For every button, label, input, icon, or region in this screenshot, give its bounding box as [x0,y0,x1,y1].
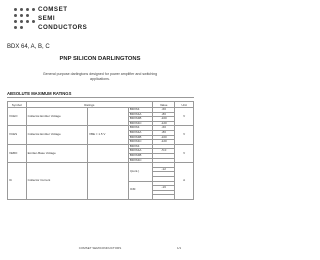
type-cell: I(cont.) [128,163,152,181]
value-cell: -5.0 [153,149,175,154]
value-cell: -80 [153,130,175,135]
condition-cell [87,144,128,162]
value-cell: -80 [153,112,175,117]
symbol-cell: VEBO [8,144,27,162]
logo-dots-icon [14,7,36,33]
value-cell: -60 [153,126,175,131]
part-cell: BDX64A [128,130,152,135]
value-cell: -16 [153,186,175,191]
part-cell: BDX64C [128,121,152,126]
symbol-cell: VCES [8,126,27,144]
part-cell: BDX64A [128,149,152,154]
parameter-cell: Collector-Emitter Voltage [26,108,87,126]
part-cell: BDX64C [128,140,152,145]
value-cell: -120 [153,121,175,126]
condition-cell [87,163,128,200]
logo-text-line-2: SEMI [38,15,56,22]
part-cell: BDX64 [128,144,152,149]
parameter-cell: Collector-Emitter Voltage [26,126,87,144]
header-unit: Unit [175,102,194,108]
part-number: BDX 64, A, B, C [7,44,50,50]
logo-text-line-1: COMSET [38,6,68,13]
page-number: 1/1 [177,246,182,250]
value-cell [153,195,175,200]
section-divider [7,97,194,98]
unit-cell: V [175,126,194,144]
parameter-cell: Emitter-Base Voltage [26,144,87,162]
document-title: PNP SILICON DARLINGTONS [59,56,141,62]
section-title: ABSOLUTE MAXIMUM RATINGS [7,91,72,96]
company-logo [14,6,94,34]
footer-text: COMSET SEMICONDUCTORS [78,246,122,250]
part-cell: BDX64 [128,108,152,113]
part-cell: BDX64C [128,158,152,163]
value-cell: -100 [153,117,175,122]
symbol-cell: VCEO [8,108,27,126]
value-cell: -100 [153,135,175,140]
unit-cell: A [175,163,194,200]
symbol-cell: IC [8,163,27,200]
part-cell: BDX64 [128,126,152,131]
unit-cell: V [175,108,194,126]
header-ratings: Ratings [26,102,152,108]
unit-cell: V [175,144,194,162]
value-cell: -12 [153,167,175,172]
part-cell: BDX64B [128,135,152,140]
description: General purpose darlingtons designed for power amplifier and switching applications. [42,72,158,81]
type-cell: ICM [128,181,152,199]
part-cell: BDX64A [128,112,152,117]
header-symbol: Symbol [8,102,27,108]
part-cell: BDX64B [128,153,152,158]
header-value: Value [153,102,175,108]
logo-text-line-3: CONDUCTORS [38,24,88,31]
part-cell: BDX64B [128,117,152,122]
ratings-table [7,101,194,200]
condition-cell: VBE = 1.5 V [87,126,128,144]
parameter-cell: Collector Current [26,163,87,200]
value-cell: -60 [153,108,175,113]
value-cell: -120 [153,140,175,145]
condition-cell [87,108,128,126]
